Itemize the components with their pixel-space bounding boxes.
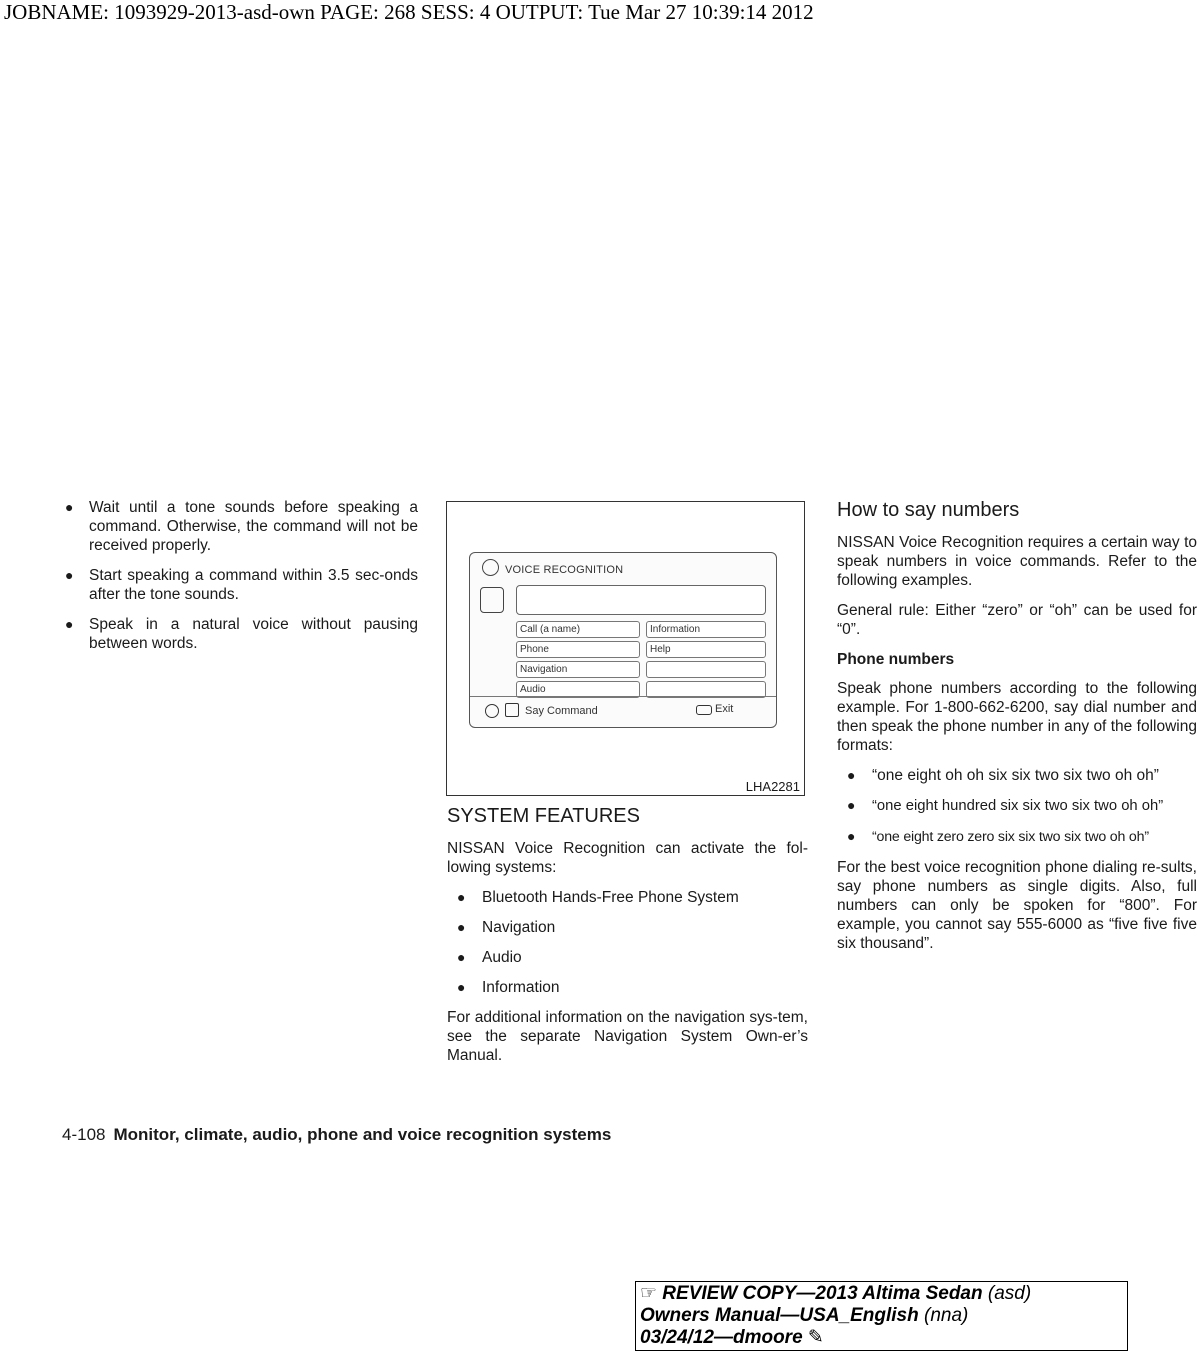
bullet-icon: ● xyxy=(847,828,856,844)
voice-recognition-figure xyxy=(446,501,805,796)
screen-button-information: Information xyxy=(646,621,766,638)
bullet-icon: ● xyxy=(65,567,74,583)
paragraph: NISSAN Voice Recognition can activate the fol-lowing systems: xyxy=(447,840,808,876)
page-footer xyxy=(62,1125,611,1145)
paragraph: For the best voice recognition phone dialing re-sults, say phone numbers as single digits. Also, full numbers can only be spoken for “800”. For example, you cannot say 555-6000 as “five five five six thousand”. xyxy=(837,859,1197,952)
bullet-icon: ● xyxy=(457,979,466,995)
formats-list xyxy=(837,766,1197,847)
section-heading: SYSTEM FEATURES xyxy=(447,805,640,827)
screen-button-phone: Phone xyxy=(516,641,640,658)
screen-button-help: Help xyxy=(646,641,766,658)
paragraph: General rule: Either “zero” or “oh” can be used for “0”. xyxy=(837,602,1197,638)
screen-divider xyxy=(470,696,776,697)
systems-list xyxy=(447,888,808,997)
voice-icon xyxy=(482,559,499,576)
bullet-icon: ● xyxy=(847,767,856,783)
list-item: ● Information xyxy=(457,979,560,996)
screen-title: VOICE RECOGNITION xyxy=(505,564,624,576)
bullet-icon: ● xyxy=(65,616,74,632)
bullet-icon: ● xyxy=(65,499,74,515)
say-command-label: Say Command xyxy=(525,705,598,717)
paragraph: For additional information on the navigation sys-tem, see the separate Navigation System Own-er’s Manual. xyxy=(447,1009,808,1064)
job-header-line: JOBNAME: 1093929-2013-asd-own PAGE: 268 SESS: 4 OUTPUT: Tue Mar 27 10:39:14 2012 xyxy=(4,0,814,24)
list-item: ● “one eight hundred six six two six two oh oh” xyxy=(847,797,1164,814)
paragraph: NISSAN Voice Recognition requires a certain way to speak numbers in voice commands. Refer to the following examples. xyxy=(837,534,1197,589)
screen-button-empty xyxy=(646,661,766,678)
bullet-icon: ● xyxy=(847,797,856,813)
list-item: ● Bluetooth Hands-Free Phone System xyxy=(457,889,739,906)
list-item: ● “one eight oh oh six six two six two oh oh” xyxy=(847,767,1159,784)
hang-up-icon xyxy=(696,705,712,715)
bullet-icon: ● xyxy=(457,919,466,935)
figure-code: LHA2281 xyxy=(745,779,800,794)
steering-wheel-icon xyxy=(485,704,499,718)
list-item: ● Speak in a natural voice without pausing between words. xyxy=(65,616,418,652)
sub-heading: Phone numbers xyxy=(837,651,955,668)
review-copy-stamp: ☞ REVIEW COPY—2013 Altima Sedan (asd) Owners Manual—USA_English (nna) 03/24/12—dmoore ✎ xyxy=(635,1281,1128,1351)
command-display xyxy=(516,585,766,615)
right-column xyxy=(837,498,1197,964)
talk-icon xyxy=(505,703,519,717)
screen-button-call: Call (a name) xyxy=(516,621,640,638)
list-item: ● Start speaking a command within 3.5 sec-onds after the tone sounds. xyxy=(65,567,418,603)
screen-button-navigation: Navigation xyxy=(516,661,640,678)
section-heading: How to say numbers xyxy=(837,499,1020,521)
page-number: 4-108 xyxy=(62,1125,106,1144)
list-item: ● Navigation xyxy=(457,919,556,936)
exit-label: Exit xyxy=(715,703,734,715)
list-item: ● “one eight zero zero six six two six two oh oh” xyxy=(847,828,1149,845)
list-item: ● Wait until a tone sounds before speaking a command. Otherwise, the command will not be received properly. xyxy=(65,499,418,554)
middle-column xyxy=(447,804,808,1076)
screen-button-audio: Audio xyxy=(516,681,640,698)
speaking-face-icon xyxy=(480,587,504,613)
voice-recognition-screen xyxy=(469,552,777,728)
paragraph: Speak phone numbers according to the following example. For 1-800-662-6200, say dial number and then speak the phone number in any of the following formats: xyxy=(837,680,1197,754)
left-column xyxy=(62,498,418,664)
tips-list xyxy=(62,498,418,653)
list-item: ● Audio xyxy=(457,949,522,966)
bullet-icon: ● xyxy=(457,949,466,965)
chapter-title: Monitor, climate, audio, phone and voice recognition systems xyxy=(113,1125,612,1144)
bullet-icon: ● xyxy=(457,889,466,905)
